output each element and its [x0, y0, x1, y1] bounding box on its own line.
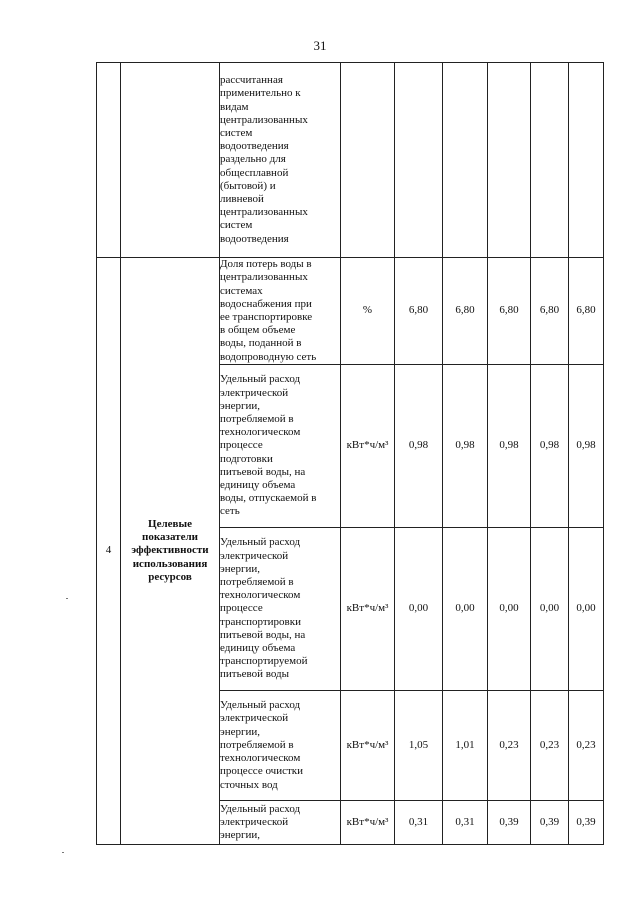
- row-value: 0,98: [569, 365, 604, 528]
- row-value: 0,98: [531, 365, 569, 528]
- row-value: 0,23: [569, 691, 604, 801]
- row-unit: кВт*ч/м³: [341, 801, 395, 845]
- row-value: 0,00: [395, 528, 443, 691]
- empty-value-cell: [443, 63, 488, 258]
- row-value: 0,98: [443, 365, 488, 528]
- table-row: [97, 63, 604, 258]
- row-value: 0,98: [395, 365, 443, 528]
- empty-group-cell: [121, 63, 220, 258]
- row-value: 0,98: [488, 365, 531, 528]
- empty-number-cell: [97, 63, 121, 258]
- row-description: рассчитанная применительно к видам централизованных систем водоотведения раздельно для общесплавной (бытовой) и ливневой централизованных систем водоотведения: [220, 63, 341, 258]
- empty-value-cell: [488, 63, 531, 258]
- row-value: 6,80: [488, 258, 531, 365]
- row-value: 1,05: [395, 691, 443, 801]
- group-title: Целевые показатели эффективности использования ресурсов: [121, 258, 220, 845]
- row-value: 0,39: [569, 801, 604, 845]
- row-unit: кВт*ч/м³: [341, 365, 395, 528]
- row-value: 0,23: [531, 691, 569, 801]
- scan-speck: [62, 852, 64, 853]
- row-value: 0,00: [488, 528, 531, 691]
- row-description: Удельный расход электрической энергии, потребляемой в технологическом процессе подготовки питьевой воды, на единицу объема воды, отпускаемой в сеть: [220, 365, 341, 528]
- empty-unit-cell: [341, 63, 395, 258]
- row-value: 0,00: [531, 528, 569, 691]
- row-description: Удельный расход электрической энергии, потребляемой в технологическом процессе очистки сточных вод: [220, 691, 341, 801]
- row-unit: %: [341, 258, 395, 365]
- row-description: Доля потерь воды в централизованных системах водоснабжения при ее транспортировке в общем объеме воды, поданной в водопроводную сеть: [220, 258, 341, 365]
- row-description: Удельный расход электрической энергии, потребляемой в технологическом процессе транспортировки питьевой воды, на единицу объема транспортируемой питьевой воды: [220, 528, 341, 691]
- group-number: 4: [97, 258, 121, 845]
- row-value: 0,23: [488, 691, 531, 801]
- row-value: 6,80: [531, 258, 569, 365]
- row-value: 0,39: [488, 801, 531, 845]
- row-value: 1,01: [443, 691, 488, 801]
- row-unit: кВт*ч/м³: [341, 691, 395, 801]
- row-value: 6,80: [569, 258, 604, 365]
- row-value: 0,00: [443, 528, 488, 691]
- row-value: 6,80: [443, 258, 488, 365]
- empty-value-cell: [531, 63, 569, 258]
- row-value: 0,31: [395, 801, 443, 845]
- indicators-table: [96, 62, 604, 845]
- row-value: 6,80: [395, 258, 443, 365]
- row-description: Удельный расход электрической энергии,: [220, 801, 341, 845]
- row-value: 0,31: [443, 801, 488, 845]
- row-unit: кВт*ч/м³: [341, 528, 395, 691]
- row-value: 0,39: [531, 801, 569, 845]
- row-value: 0,00: [569, 528, 604, 691]
- scan-speck: [66, 598, 68, 599]
- empty-value-cell: [395, 63, 443, 258]
- page-number: 31: [313, 38, 327, 53]
- empty-value-cell: [569, 63, 604, 258]
- table-row: [97, 258, 604, 365]
